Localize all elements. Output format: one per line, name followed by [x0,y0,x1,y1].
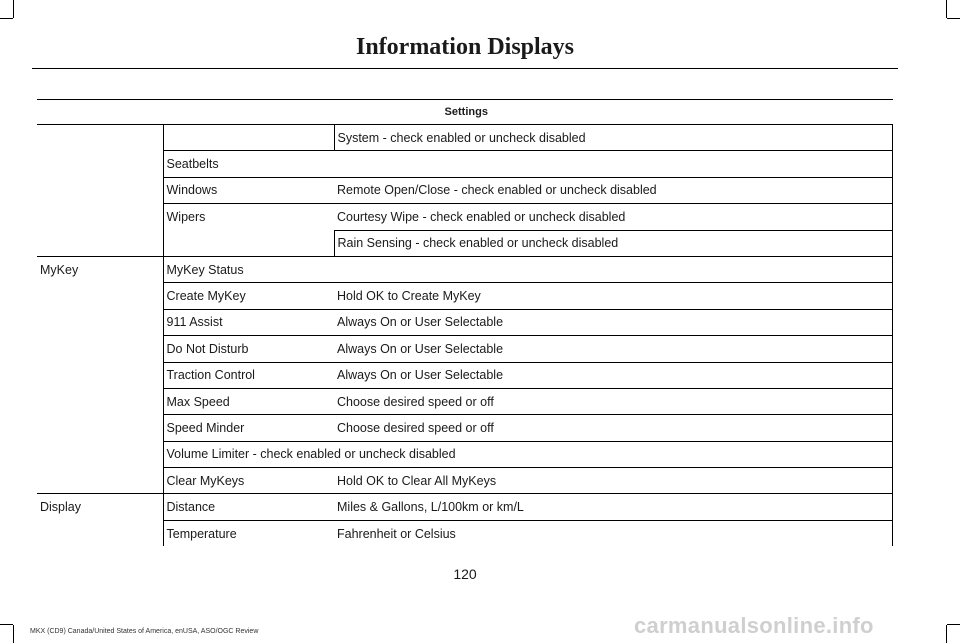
table-row [37,520,893,546]
table-cell: Windows [163,177,334,203]
table-cell: Traction Control [163,362,334,388]
table-cell: 911 Assist [163,309,334,335]
table-row [37,230,893,256]
table-cell: Rain Sensing - check enabled or uncheck disabled [334,230,893,256]
table-cell [37,230,163,256]
table-cell: Do Not Disturb [163,336,334,362]
table-cell [37,468,163,494]
table-cell [37,388,163,414]
table-row [37,256,893,282]
crop-mark [946,625,947,643]
table-cell: Create MyKey [163,283,334,309]
table-cell: Choose desired speed or off [334,388,893,414]
table-cell: Wipers [163,204,334,230]
table-row [37,468,893,494]
table-cell [37,177,163,203]
table-cell: MyKey Status [163,256,893,282]
page-title: Information Displays [355,34,575,60]
table-cell: Remote Open/Close - check enabled or uncheck disabled [334,177,893,203]
table-cell: Always On or User Selectable [334,336,893,362]
table-cell [37,204,163,230]
footer-note: MKX (CD9) Canada/United States of America, enUSA, ASO/OGC Review [30,628,259,635]
settings-table [37,99,893,546]
table-cell: Seatbelts [163,151,893,177]
crop-mark [947,624,960,625]
table-cell [37,415,163,441]
table-cell [37,151,163,177]
table-cell: Always On or User Selectable [334,362,893,388]
crop-mark [13,0,14,18]
table-cell [37,362,163,388]
table-cell [37,336,163,362]
table-row [37,204,893,230]
table-cell [163,125,334,151]
page-number: 120 [453,566,477,582]
table-row [37,362,893,388]
table-row [37,494,893,520]
table-row [37,336,893,362]
table-cell [37,441,163,467]
table-cell: MyKey [37,256,163,282]
table-cell [163,230,334,256]
table-cell: Clear MyKeys [163,468,334,494]
table-caption: Settings [37,100,893,125]
table-cell: Always On or User Selectable [334,309,893,335]
header-divider [32,68,898,69]
table-cell [37,125,163,151]
table-cell: Hold OK to Clear All MyKeys [334,468,893,494]
table-cell: Miles & Gallons, L/100km or km/L [334,494,893,520]
table-cell: Temperature [163,520,334,546]
table-row [37,441,893,467]
table-row [37,415,893,441]
table-cell: System - check enabled or uncheck disabled [334,125,893,151]
table-row [37,388,893,414]
crop-mark [946,0,947,18]
table-cell [37,283,163,309]
table-cell [37,520,163,546]
table-cell: Distance [163,494,334,520]
table-cell: Hold OK to Create MyKey [334,283,893,309]
crop-mark [0,18,13,19]
table-cell [37,309,163,335]
table-row [37,177,893,203]
table-cell: Display [37,494,163,520]
table-row [37,309,893,335]
crop-mark [13,625,14,643]
table-cell: Volume Limiter - check enabled or uncheck disabled [163,441,893,467]
table-row [37,151,893,177]
table-row [37,283,893,309]
table-row [37,125,893,151]
table-cell: Max Speed [163,388,334,414]
crop-mark [947,18,960,19]
table-cell: Speed Minder [163,415,334,441]
table-cell: Courtesy Wipe - check enabled or uncheck disabled [334,204,893,230]
table-cell: Choose desired speed or off [334,415,893,441]
watermark: carmanualsonline.info [634,613,874,638]
table-cell: Fahrenheit or Celsius [334,520,893,546]
crop-mark [0,624,13,625]
